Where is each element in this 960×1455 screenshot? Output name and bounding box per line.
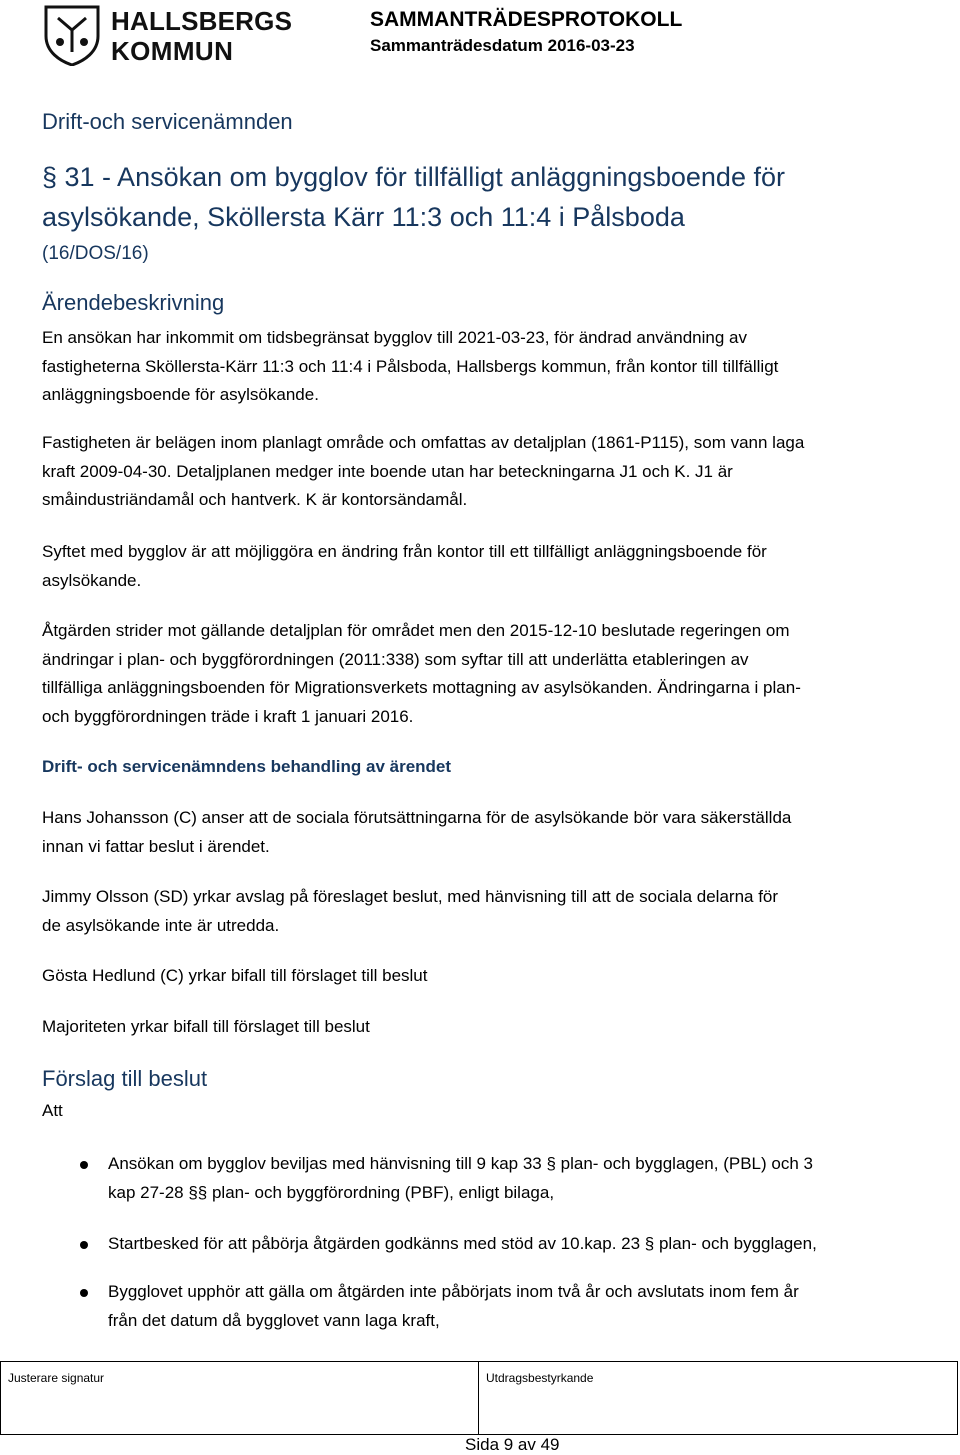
handling-paragraph-1: [42, 804, 791, 861]
description-paragraph-4: [42, 617, 801, 731]
text-line: och byggförordningen träde i kraft 1 januari 2016.: [42, 706, 414, 726]
text-line: anläggningsboende för asylsökande.: [42, 385, 319, 404]
logo-text-line1: HALLSBERGS: [111, 6, 293, 36]
description-paragraph-3: [42, 538, 767, 595]
handling-paragraph-2: [42, 883, 778, 940]
text-line: från det datum då bygglovet vann laga kraft,: [108, 1310, 440, 1330]
proposal-bullet-2: [108, 1230, 817, 1259]
handling-paragraph-3: Gösta Hedlund (C) yrkar bifall till förslaget till beslut: [42, 966, 428, 985]
signature-box: [0, 1361, 958, 1435]
text-line: innan vi fattar beslut i ärendet.: [42, 836, 270, 856]
text-line: Åtgärden strider mot gällande detaljplan för området men den 2015-12-10 beslutade regeringen om: [42, 621, 790, 640]
committee-name: Drift-och servicenämnden: [42, 109, 293, 134]
meeting-date: Sammanträdesdatum 2016-03-23: [370, 36, 635, 55]
description-paragraph-2: [42, 429, 804, 515]
logo-text-line2: KOMMUN: [111, 36, 234, 66]
text-line: kap 27-28 §§ plan- och byggförordning (PBF), enligt bilaga,: [108, 1182, 555, 1202]
text-line: Hans Johansson (C) anser att de sociala förutsättningarna för de asylsökande bör vara säkerställda: [42, 808, 792, 827]
description-paragraph-1: [42, 324, 778, 410]
proposal-heading: Förslag till beslut: [42, 1066, 208, 1091]
proposal-intro: Att: [42, 1101, 63, 1120]
description-heading: Ärendebeskrivning: [42, 290, 225, 315]
text-line: kraft 2009-04-30. Detaljplanen medger inte boende utan har beteckningarna J1 och K. J1 är: [42, 461, 733, 481]
proposal-bullet-1: [108, 1150, 813, 1207]
municipality-logo: [42, 4, 293, 66]
section-heading-line1: § 31 - Ansökan om bygglov för tillfälligt anläggningsboende för: [42, 162, 785, 192]
text-line: En ansökan har inkommit om tidsbegränsat bygglov till 2021-03-23, för ändrad användning av: [42, 328, 747, 347]
text-line: asylsökande.: [42, 570, 142, 590]
case-number: (16/DOS/16): [42, 243, 149, 264]
handling-heading: Drift- och servicenämndens behandling av ärendet: [42, 757, 452, 776]
handling-paragraph-4: Majoriteten yrkar bifall till förslaget till beslut: [42, 1017, 370, 1036]
text-line: Bygglovet upphör att gälla om åtgärden inte påbörjats inom två år och avslutats inom fem år: [108, 1282, 799, 1301]
section-heading-line2: asylsökande, Sköllersta Kärr 11:3 och 11:4 i Pålsboda: [42, 202, 685, 232]
text-line: tillfälliga anläggningsboenden för Migrationsverkets mottagning av asylsökanden. Ändringarna i plan-: [42, 678, 801, 697]
text-line: fastigheterna Sköllersta-Kärr 11:3 och 11:4 i Pålsboda, Hallsbergs kommun, från kontor till tillfälligt: [42, 356, 779, 376]
text-line: Fastigheten är belägen inom planlagt område och omfattas av detaljplan (1861-P115), som vann laga: [42, 433, 805, 452]
text-line: Jimmy Olsson (SD) yrkar avslag på föreslaget beslut, med hänvisning till att de sociala delarna för: [42, 887, 779, 906]
text-line: småindustriändamål och hantverk. K är kontorsändamål.: [42, 490, 468, 509]
bullet-icon: [80, 1289, 88, 1297]
adjuster-signature-label: Justerare signatur: [8, 1371, 105, 1385]
bullet-icon: [80, 1241, 88, 1249]
extract-certification-label: Utdragsbestyrkande: [486, 1371, 594, 1385]
text-line: Startbesked för att påbörja åtgärden godkänns med stöd av 10.kap. 23 § plan- och bygglagen,: [108, 1234, 817, 1253]
text-line: de asylsökande inte är utredda.: [42, 915, 280, 935]
page-number: Sida 9 av 49: [465, 1435, 560, 1454]
document-title: SAMMANTRÄDESPROTOKOLL: [370, 8, 683, 31]
coat-of-arms-icon: [42, 4, 102, 66]
proposal-bullet-3: [108, 1278, 799, 1335]
text-line: Ansökan om bygglov beviljas med hänvisning till 9 kap 33 § plan- och bygglagen, (PBL) och 3: [108, 1154, 813, 1173]
text-line: Syftet med bygglov är att möjliggöra en ändring från kontor till ett tillfälligt anläggningsboende för: [42, 542, 767, 561]
bullet-icon: [80, 1161, 88, 1169]
signature-box-divider: [478, 1361, 479, 1435]
text-line: ändringar i plan- och byggförordningen (2011:338) som syftar till att underlätta etableringen av: [42, 649, 749, 669]
